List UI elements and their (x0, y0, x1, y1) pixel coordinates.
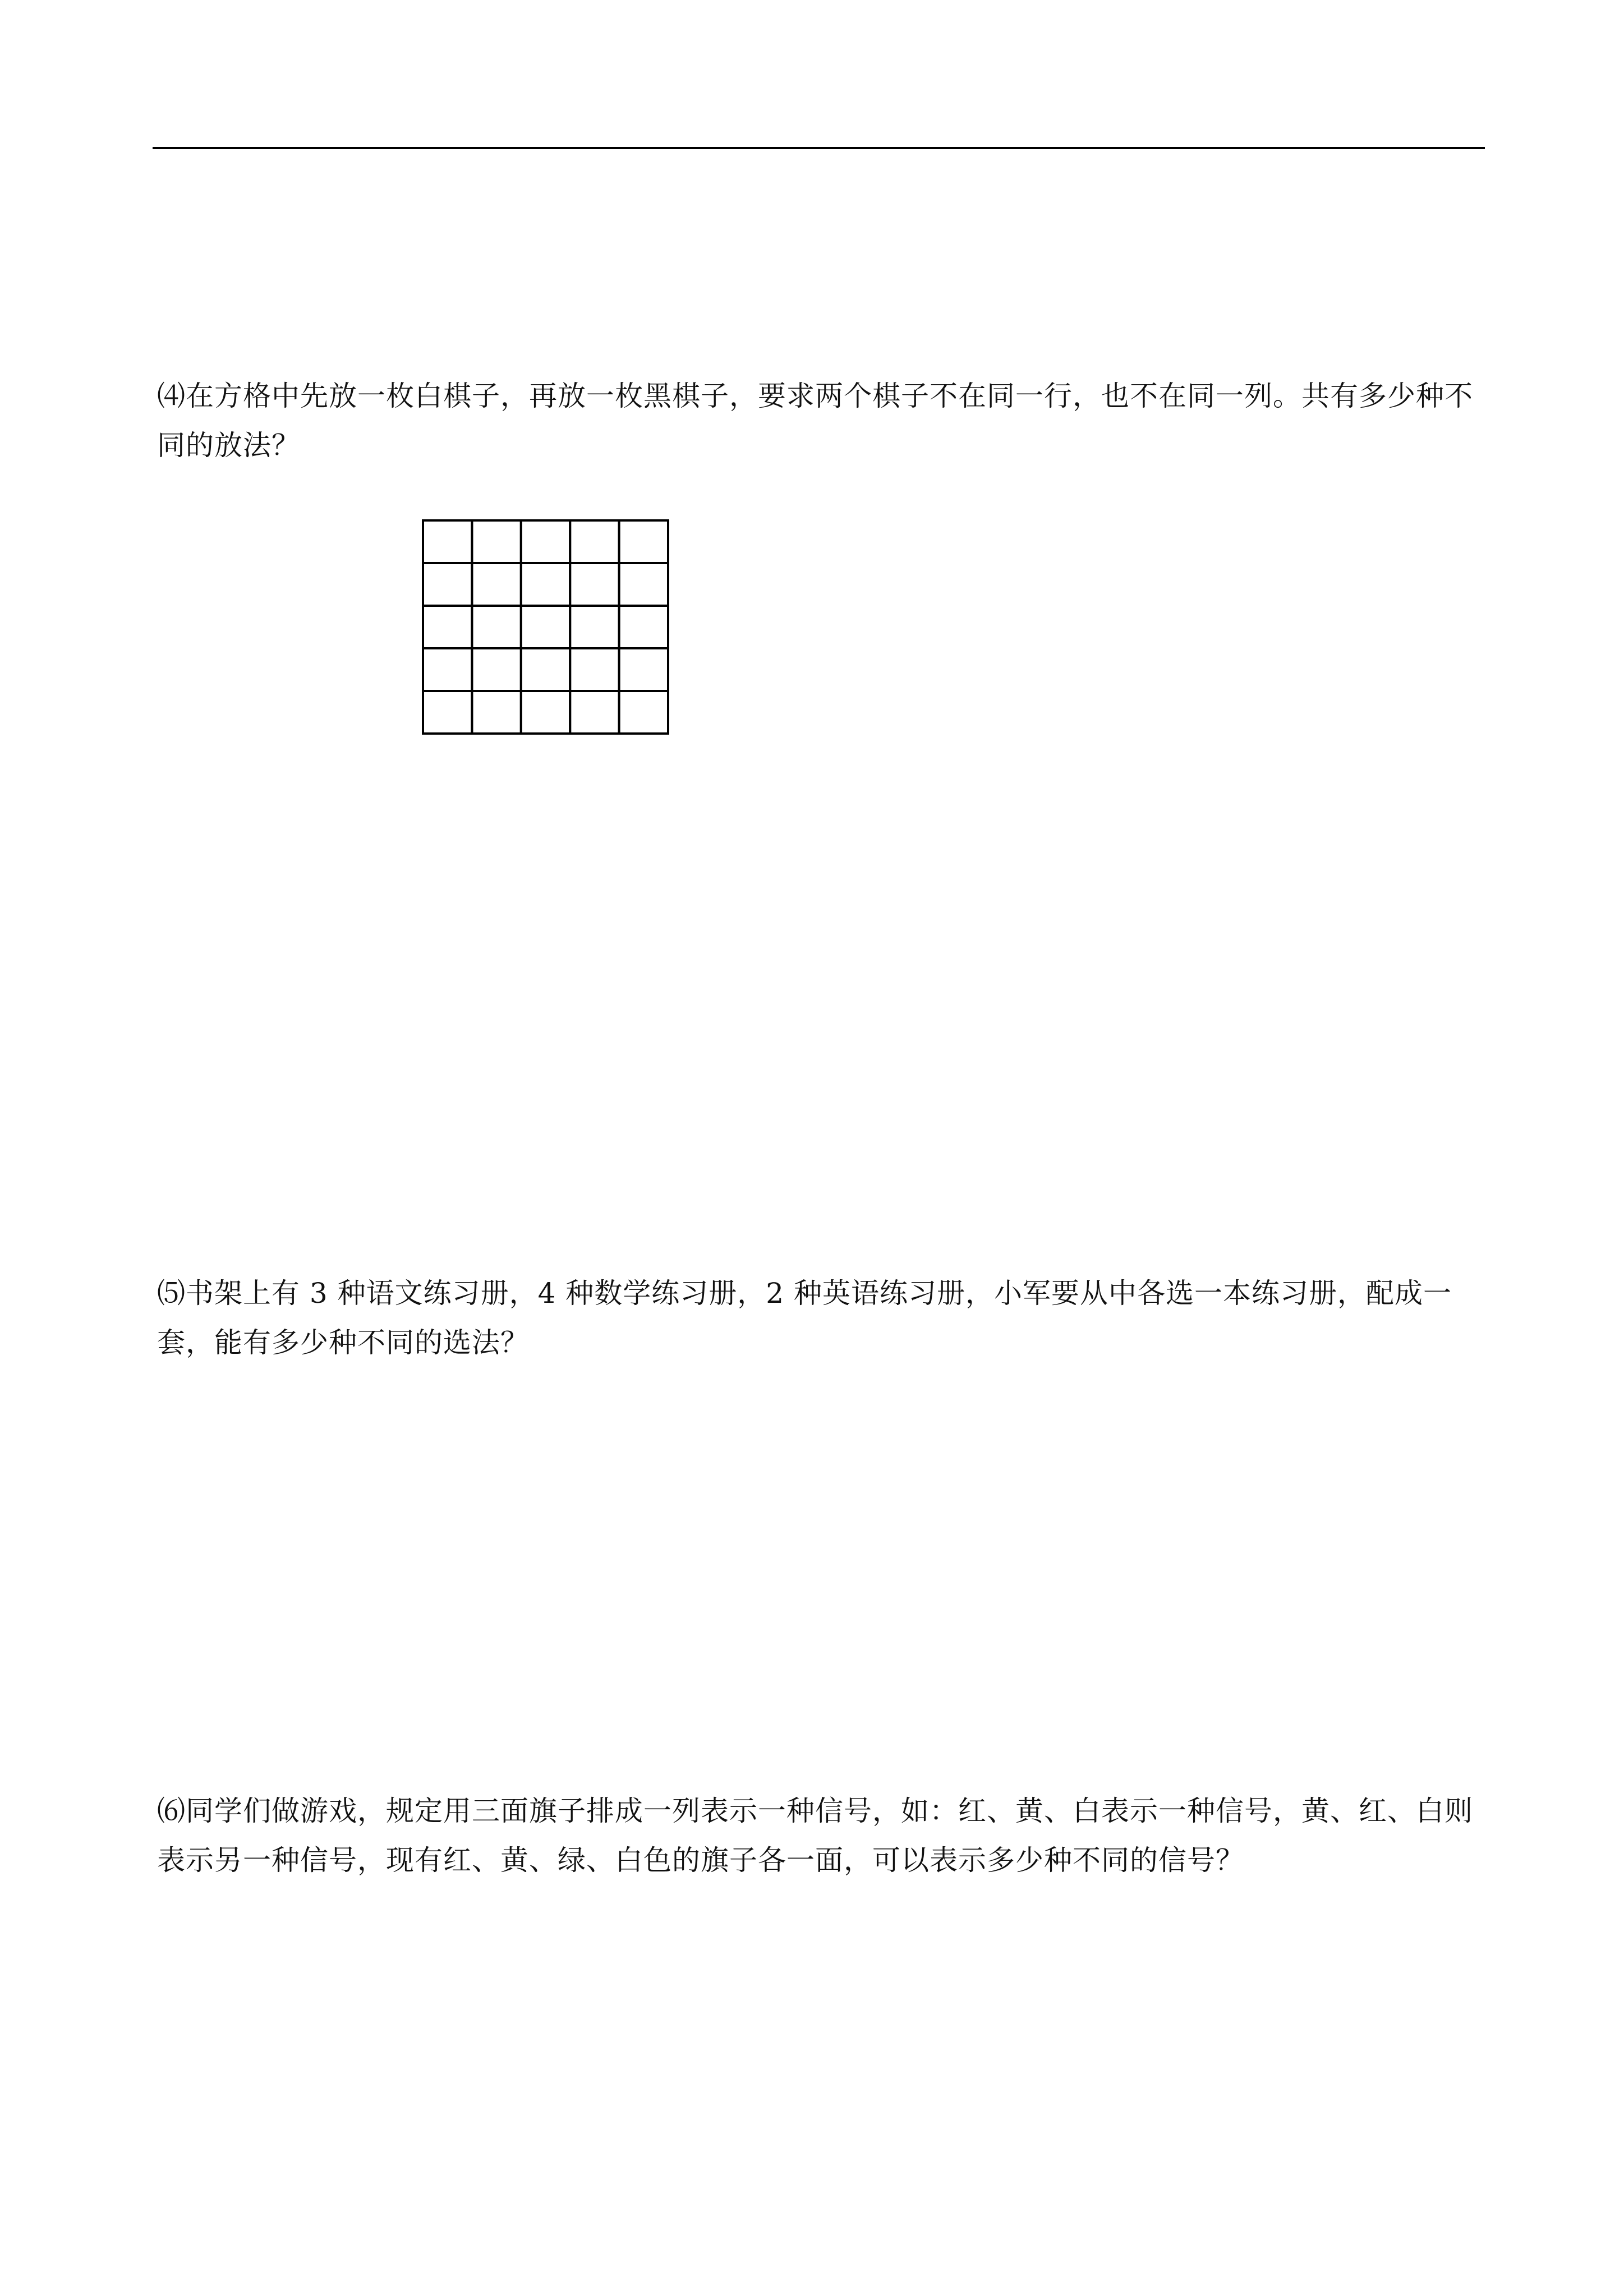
grid-cell (570, 606, 619, 648)
grid-cell (619, 648, 668, 691)
grid-cell (423, 520, 472, 563)
grid-cell (619, 520, 668, 563)
grid-cell (472, 691, 521, 734)
grid-cell (619, 691, 668, 734)
grid-cell (423, 563, 472, 606)
grid-cell (619, 606, 668, 648)
grid-cell (619, 563, 668, 606)
grid-cell (570, 520, 619, 563)
grid-cell (423, 606, 472, 648)
grid-cell (570, 691, 619, 734)
question-4-text: 在方格中先放一枚白棋子，再放一枚黑棋子，要求两个棋子不在同一行，也不在同一列。共有多少种不同的放法？ (157, 380, 1473, 462)
grid-cell (521, 520, 570, 563)
grid-cell (521, 691, 570, 734)
question-4 (157, 371, 1481, 470)
grid-cell (472, 520, 521, 563)
question-6 (157, 1786, 1481, 1885)
grid-cell (472, 563, 521, 606)
grid-cell (423, 648, 472, 691)
grid-cell (472, 648, 521, 691)
question-6-number: ⑹ (157, 1795, 186, 1827)
question-6-text: 同学们做游戏，规定用三面旗子排成一列表示一种信号，如：红、黄、白表示一种信号，黄、红、白则表示另一种信号，现有红、黄、绿、白色的旗子各一面，可以表示多少种不同的信号？ (157, 1795, 1473, 1877)
grid-cell (570, 648, 619, 691)
grid-cell (423, 691, 472, 734)
grid-cell (521, 563, 570, 606)
grid-cell (472, 606, 521, 648)
grid-cell (570, 563, 619, 606)
question-4-number: ⑷ (157, 380, 186, 412)
grid-svg (422, 519, 669, 735)
question-5-text: 书架上有 3 种语文练习册，4 种数学练习册，2 种英语练习册，小军要从中各选一本练习册，配成一套，能有多少种不同的选法？ (157, 1277, 1452, 1359)
header-rule (153, 147, 1485, 149)
grid-cell (521, 606, 570, 648)
question-5-number: ⑸ (157, 1277, 186, 1310)
grid-cell (521, 648, 570, 691)
checkerboard-grid (422, 519, 669, 735)
question-5 (157, 1269, 1481, 1367)
